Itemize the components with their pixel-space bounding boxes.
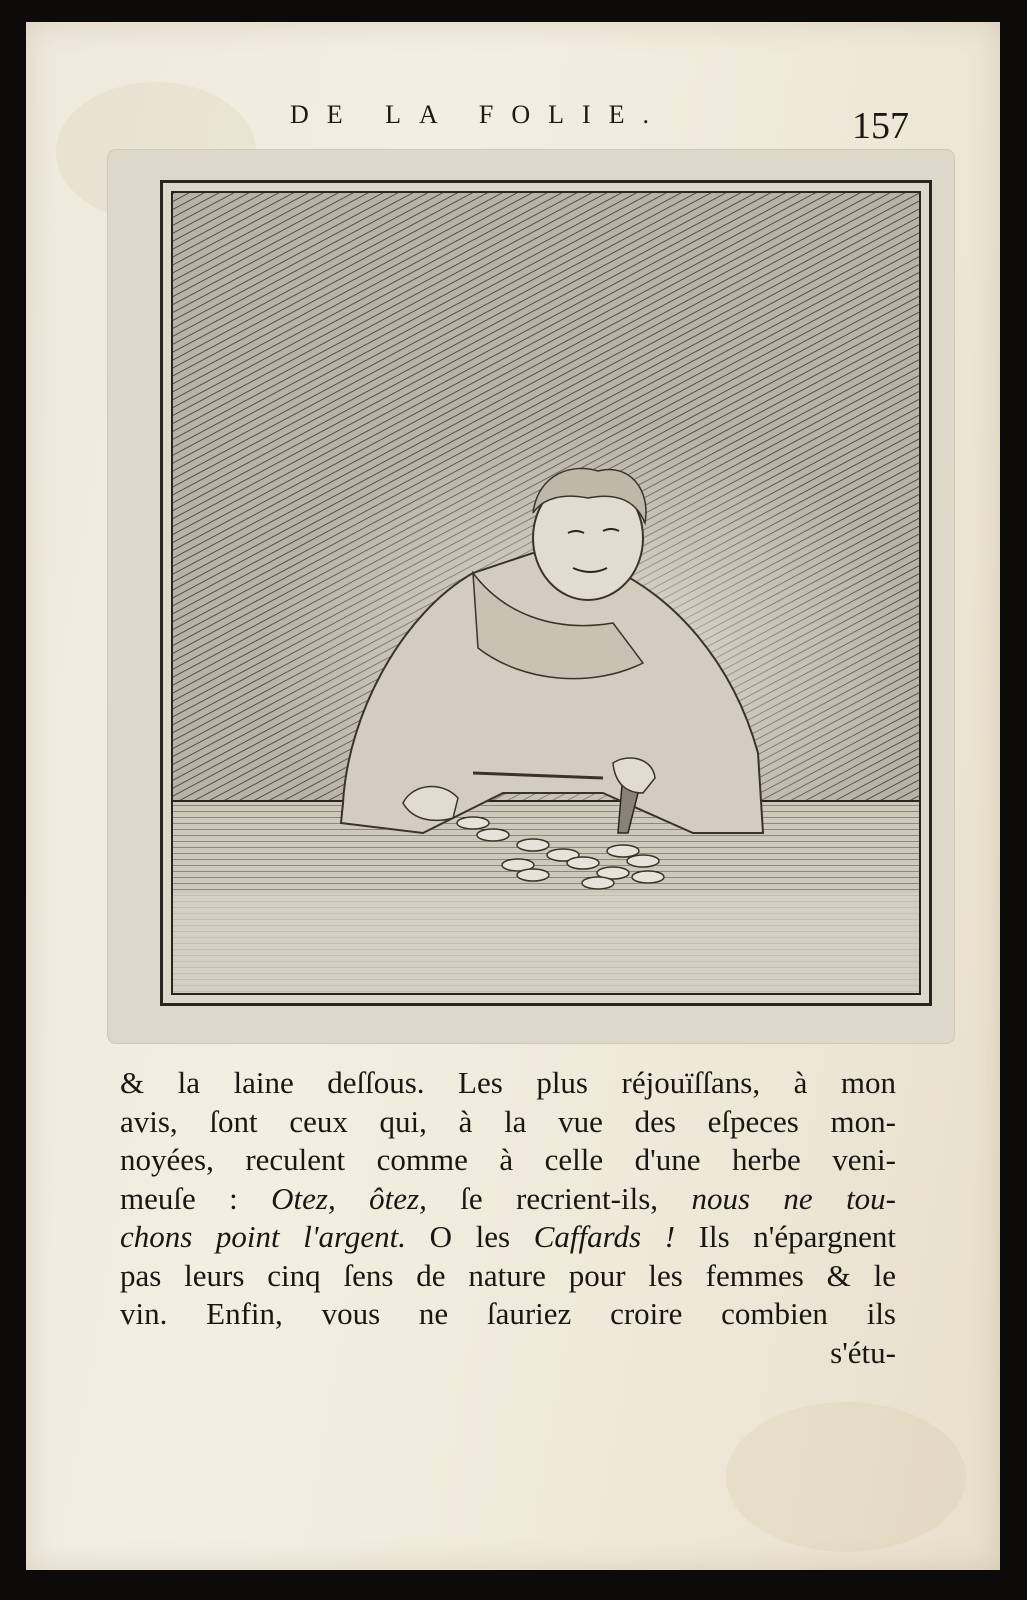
text-line: & la laine deſſous. Les plus réjouïſſans, à mon <box>120 1065 896 1100</box>
running-title: DE LA FOLIE. <box>290 100 668 129</box>
text-line: noyées, reculent comme à celle d'une herbe veni- <box>120 1142 896 1177</box>
italic-text-run: nous ne tou- <box>691 1180 897 1216</box>
text-run: Ils n'épargnent <box>675 1219 897 1254</box>
text-line: avis, ſont ceux qui, à la vue des eſpeces mon- <box>120 1103 896 1139</box>
italic-text-run: chons point l'argent. <box>120 1219 407 1254</box>
text-line: vin. Enfin, vous ne ſauriez croire combien ils <box>120 1296 896 1331</box>
body-text <box>120 1064 896 1372</box>
italic-text-run: Otez, ôtez, <box>271 1180 427 1216</box>
page-number: 157 <box>852 105 909 147</box>
catchword: s'étu- <box>830 1334 896 1370</box>
text-line <box>120 1218 896 1257</box>
text-run: meuſe : <box>120 1180 272 1216</box>
engraving-plate <box>108 150 954 1043</box>
italic-text-run: Caffards ! <box>533 1219 676 1254</box>
text-line <box>120 1180 896 1219</box>
text-line: pas leurs cinq ſens de nature pour les femmes & le <box>120 1257 896 1293</box>
engraving-monk-counting-coins-icon <box>173 193 919 993</box>
text-run: O les <box>406 1219 534 1254</box>
engraving-inner-frame <box>171 191 921 995</box>
text-run: ſe recrient-ils, <box>426 1180 692 1216</box>
paper-stain <box>726 1402 966 1552</box>
engraving-frame <box>160 180 932 1006</box>
